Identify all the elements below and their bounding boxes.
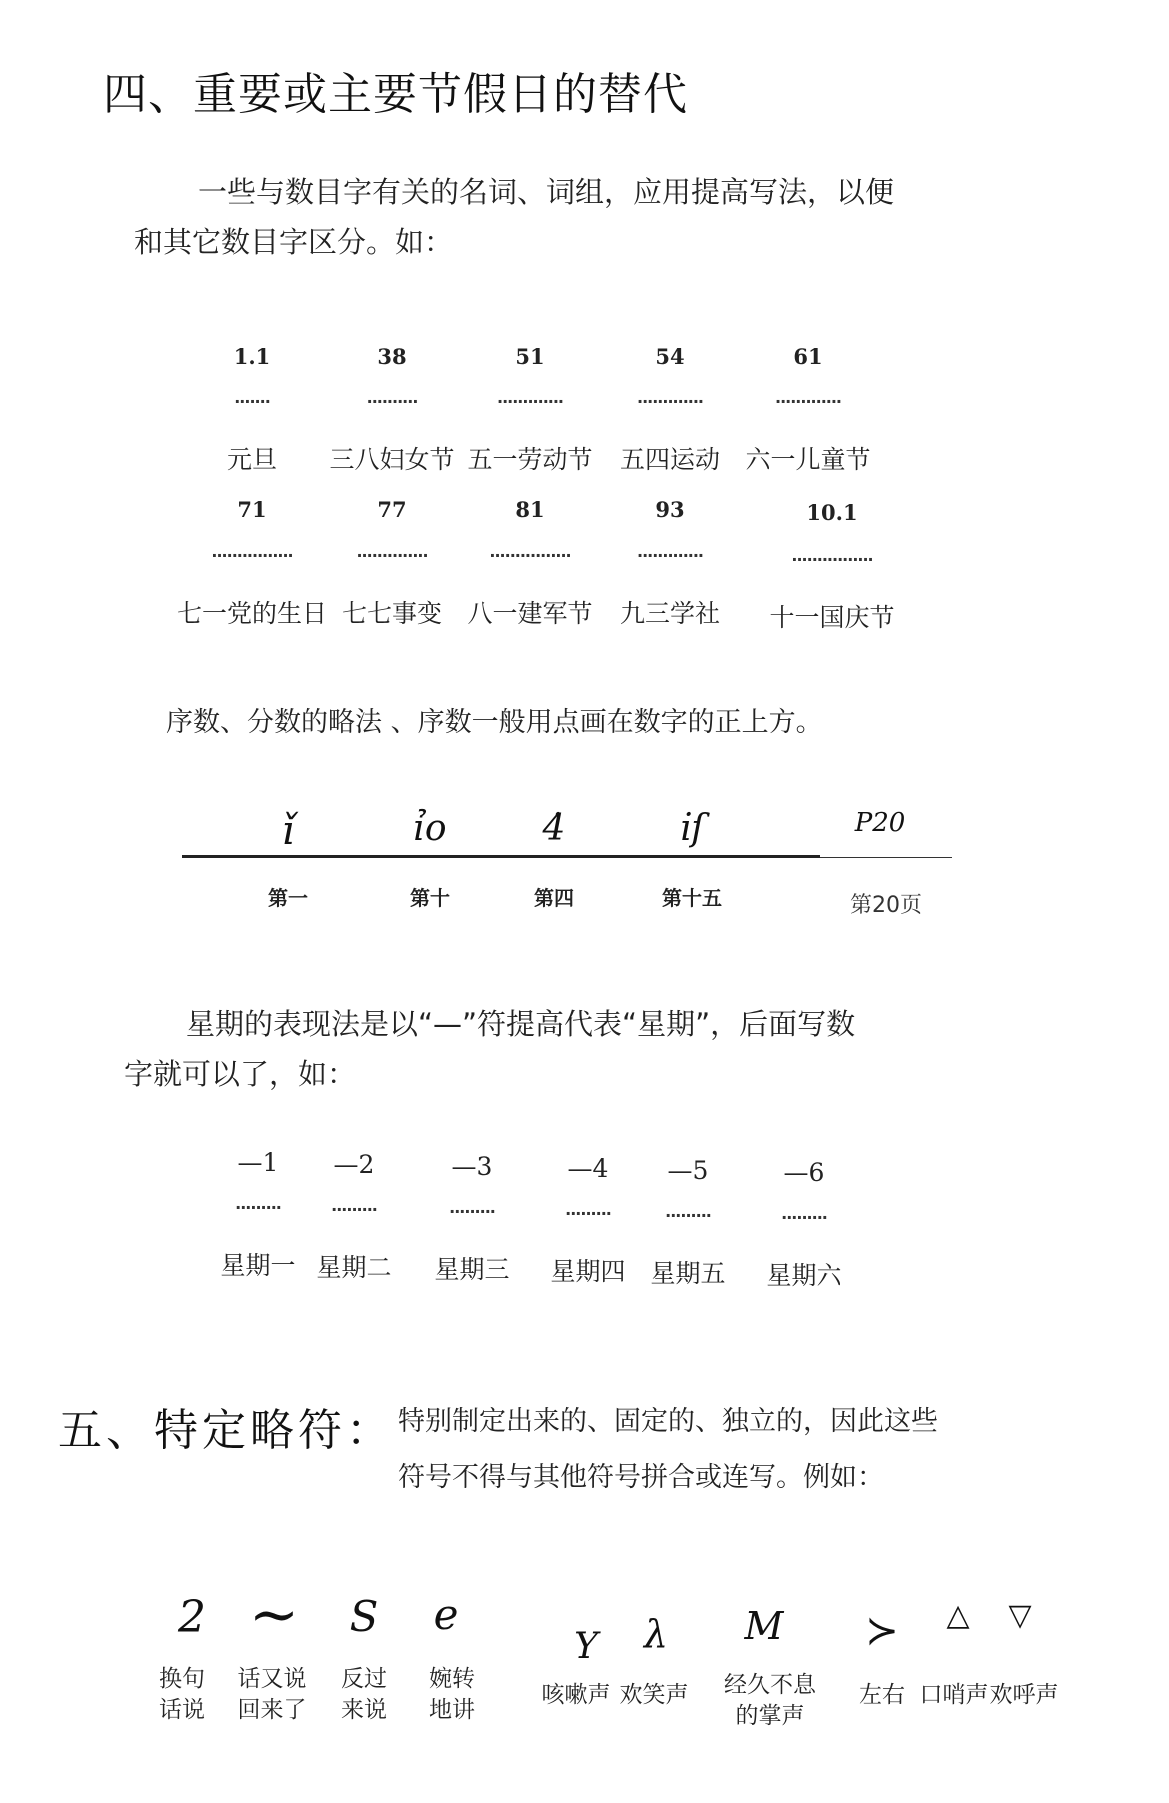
- ordinal-label: 第十: [410, 886, 450, 910]
- weekday-intro-line2: 字就可以了，如：: [124, 1057, 357, 1091]
- section5-desc-line2: 符号不得与其他符号拼合或连写。例如：: [398, 1462, 884, 1493]
- holiday-number: 10.1: [806, 500, 858, 525]
- page-rule: [820, 857, 952, 858]
- holiday-label: 七一党的生日: [176, 599, 328, 628]
- weekday-label: 星期五: [650, 1259, 726, 1288]
- section4-intro-line1: 一些与数目字有关的名词、词组，应用提高写法，以便: [198, 175, 895, 209]
- symbol-label: 欢笑声: [619, 1682, 689, 1708]
- weekday-number: —6: [783, 1158, 825, 1187]
- holiday-dots: ·············: [636, 546, 704, 565]
- symbol-glyph: M: [744, 1604, 784, 1648]
- holiday-dots: ·············: [496, 392, 564, 411]
- symbol-glyph: e: [433, 1590, 459, 1639]
- page-number-label: 第20页: [850, 893, 922, 918]
- weekday-dots: ·········: [235, 1198, 281, 1217]
- holiday-number: 77: [377, 497, 407, 522]
- holiday-number: 93: [655, 497, 685, 522]
- symbol-glyph: λ: [643, 1612, 669, 1656]
- symbol-glyph: ~: [248, 1580, 300, 1650]
- weekday-label: 星期四: [550, 1257, 626, 1286]
- holiday-label: 八一建军节: [467, 599, 593, 628]
- holiday-dots: ················: [489, 546, 571, 565]
- weekday-number: —2: [333, 1150, 375, 1179]
- symbol-glyph: ▽: [1008, 1598, 1032, 1633]
- ordinal-label: 第一: [268, 886, 308, 910]
- weekday-intro-line1: 星期的表现法是以“—”符提高代表“星期”，后面写数: [186, 1007, 856, 1041]
- weekday-number: —4: [567, 1154, 609, 1183]
- symbol-glyph: ≻: [865, 1608, 899, 1654]
- symbol-label: 换句 话说: [159, 1666, 205, 1723]
- weekday-label: 星期二: [316, 1253, 392, 1282]
- symbol-glyph: △: [946, 1598, 970, 1633]
- weekday-number: —1: [237, 1148, 279, 1177]
- symbol-glyph: Y: [574, 1626, 598, 1667]
- ordinal-description: 序数、分数的略法 、序数一般用点画在数字的正上方。: [166, 707, 823, 738]
- symbol-label: 话又说 回来了: [237, 1666, 307, 1723]
- weekday-label: 星期一: [220, 1251, 296, 1280]
- holiday-label: 十一国庆节: [769, 603, 895, 632]
- holiday-number: 61: [793, 344, 823, 369]
- holiday-dots: ·············: [774, 392, 842, 411]
- holiday-dots: ·············: [636, 392, 704, 411]
- holiday-number: 51: [515, 344, 545, 369]
- section4-title: 四、重要或主要节假日的替代: [103, 69, 688, 120]
- holiday-number: 71: [237, 497, 267, 522]
- symbol-label: 反过 来说: [341, 1666, 387, 1723]
- holiday-number: 38: [377, 344, 407, 369]
- ordinal-glyph: ǐ: [281, 808, 295, 854]
- weekday-dots: ·········: [781, 1208, 827, 1227]
- weekday-number: —5: [667, 1156, 709, 1185]
- ordinal-glyph: ı̇ſ: [679, 808, 705, 849]
- weekday-dots: ·········: [665, 1206, 711, 1225]
- weekday-label: 星期三: [434, 1255, 510, 1284]
- page-number-handwritten: P20: [854, 808, 906, 838]
- symbol-label: 欢呼声: [989, 1682, 1059, 1708]
- holiday-label: 六一儿童节: [745, 445, 871, 474]
- ordinal-glyph: ỉo: [413, 808, 447, 849]
- holiday-label: 五四运动: [619, 445, 721, 474]
- section5-desc-line1: 特别制定出来的、固定的、独立的，因此这些: [398, 1406, 938, 1437]
- symbol-label: 左右: [859, 1682, 905, 1708]
- weekday-number: —3: [451, 1152, 493, 1181]
- section4-intro-line2: 和其它数目字区分。如：: [134, 225, 454, 259]
- weekday-label: 星期六: [766, 1261, 842, 1290]
- symbol-label: 婉转 地讲: [429, 1666, 475, 1723]
- holiday-number: 54: [655, 344, 685, 369]
- symbol-label: 咳嗽声: [541, 1682, 611, 1708]
- symbol-glyph: S: [349, 1592, 379, 1641]
- ordinal-label: 第十五: [662, 886, 722, 910]
- holiday-label: 五一劳动节: [467, 445, 593, 474]
- section5-title: 五、特定略符：: [58, 1405, 394, 1456]
- holiday-label: 元旦: [226, 445, 278, 474]
- weekday-dots: ·········: [449, 1202, 495, 1221]
- symbol-label: 经久不息 的掌声: [724, 1672, 816, 1729]
- ordinal-baseline: [182, 855, 820, 858]
- holiday-label: 三八妇女节: [329, 445, 455, 474]
- holiday-label: 九三学社: [619, 599, 721, 628]
- holiday-dots: ·······: [234, 392, 270, 411]
- symbol-glyph: 2: [178, 1592, 206, 1643]
- holiday-dots: ··············: [356, 546, 428, 565]
- holiday-dots: ················: [791, 550, 873, 569]
- holiday-number: 81: [515, 497, 545, 522]
- weekday-dots: ·········: [331, 1200, 377, 1219]
- symbol-label: 口哨声: [919, 1682, 989, 1708]
- holiday-dots: ················: [211, 546, 293, 565]
- holiday-dots: ··········: [366, 392, 418, 411]
- weekday-dots: ·········: [565, 1204, 611, 1223]
- holiday-label: 七七事变: [341, 599, 443, 628]
- holiday-number: 1.1: [233, 344, 271, 369]
- ordinal-glyph: 4̇: [542, 808, 566, 849]
- ordinal-label: 第四: [534, 886, 574, 910]
